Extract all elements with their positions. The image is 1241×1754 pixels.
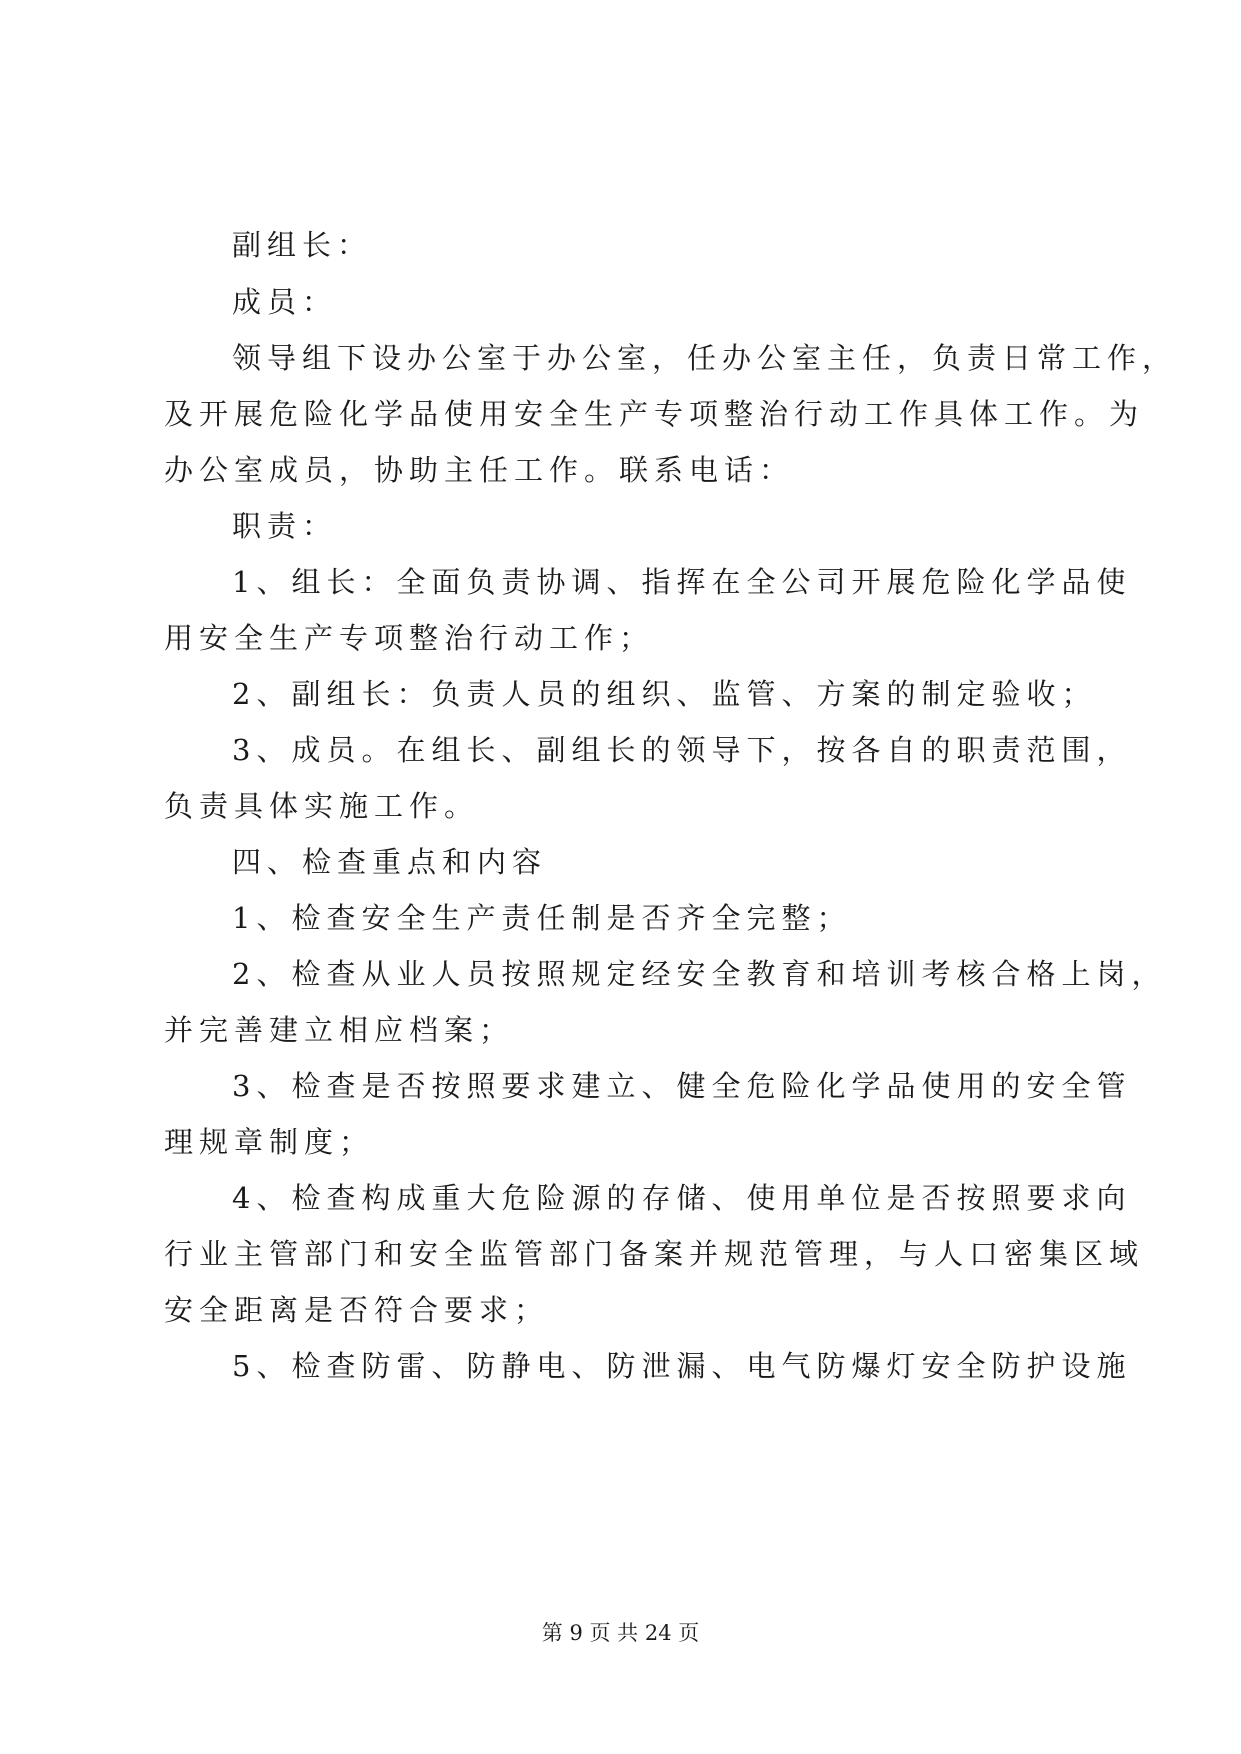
text-line: 3、成员。在组长、副组长的领导下，按各自的职责范围， bbox=[232, 733, 1132, 767]
text-line: 领导组下设办公室于办公室，任办公室主任，负责日常工作， bbox=[232, 341, 1178, 375]
text-line: 并完善建立相应档案； bbox=[164, 1013, 515, 1047]
text-line: 负责具体实施工作。 bbox=[164, 789, 480, 823]
text-line: 行业主管部门和安全监管部门备案并规范管理，与人口密集区域 bbox=[164, 1237, 1145, 1271]
section-heading: 四、检查重点和内容 bbox=[232, 845, 548, 879]
text-line: 2、副组长：负责人员的组织、监管、方案的制定验收； bbox=[232, 677, 1097, 711]
text-line: 职责： bbox=[232, 509, 338, 543]
text-line: 3、检查是否按照要求建立、健全危险化学品使用的安全管 bbox=[232, 1069, 1132, 1103]
text-line: 5、检查防雷、防静电、防泄漏、电气防爆灯安全防护设施 bbox=[232, 1349, 1132, 1383]
text-line: 安全距离是否符合要求； bbox=[164, 1293, 550, 1327]
text-line: 及开展危险化学品使用安全生产专项整治行动工作具体工作。为 bbox=[164, 397, 1145, 431]
text-line: 理规章制度； bbox=[164, 1125, 375, 1159]
page-number-footer: 第 9 页 共 24 页 bbox=[541, 1621, 700, 1645]
text-line: 1、检查安全生产责任制是否齐全完整； bbox=[232, 901, 852, 935]
text-line: 1、组长：全面负责协调、指挥在全公司开展危险化学品使 bbox=[232, 565, 1132, 599]
text-line: 办公室成员，协助主任工作。联系电话： bbox=[164, 453, 795, 487]
text-line: 4、检查构成重大危险源的存储、使用单位是否按照要求向 bbox=[232, 1181, 1132, 1215]
text-line: 2、检查从业人员按照规定经安全教育和培训考核合格上岗， bbox=[232, 957, 1167, 991]
text-line: 成员： bbox=[232, 285, 338, 319]
text-line: 用安全生产专项整治行动工作； bbox=[164, 621, 655, 655]
text-line: 副组长： bbox=[232, 228, 373, 262]
